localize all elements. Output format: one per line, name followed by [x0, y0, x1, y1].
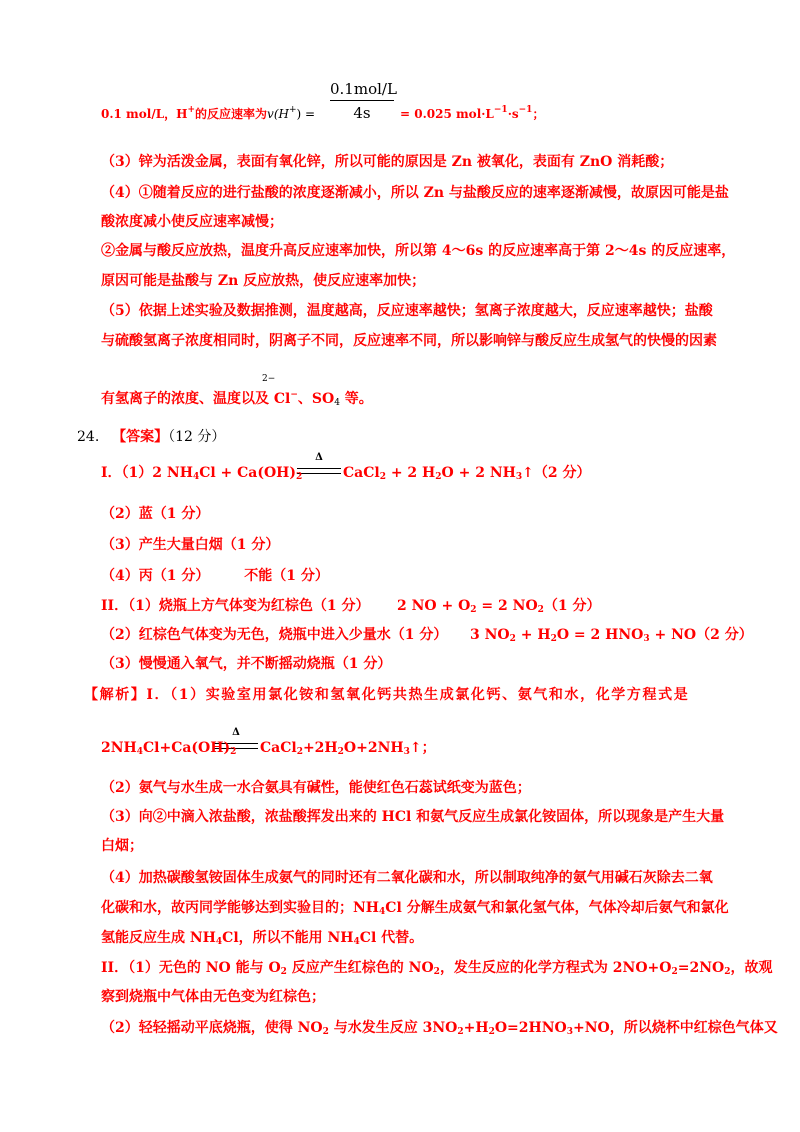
- q24-I1-equation: I．（1）2 $NH_4Cl + Ca(OH)_2$: [101, 465, 303, 482]
- analysis-II1-line1: II．（1）无色的 NO 能与 $O_2$ 反应产生红棕色的 $NO_2$，发生反应的化学方程式为 $2NO+O_2=2NO_2$，故观: [101, 960, 773, 977]
- fraction-numerator: 0.1mol/L: [330, 80, 397, 98]
- q24-I2: （2）蓝（1 分）: [101, 506, 210, 522]
- q24-header: 24. 【答案】（12 分）: [77, 429, 226, 445]
- rate-result: = 0.025 $mol\cdot L^{-1}\cdot s^{-1}$；: [400, 105, 545, 121]
- q23-part4-line3: ②金属与酸反应放热，温度升高反应速率加快，所以第 4～6s 的反应速率高于第 2～4s 的反应速率，: [101, 243, 736, 259]
- analysis-I3-line1: （3）向②中滴入浓盐酸，浓盐酸挥发出来的 HCl 和氨气反应生成氯化铵固体，所以现象是产生大量: [101, 809, 725, 825]
- q24-I3: （3）产生大量白烟（1 分）: [101, 537, 280, 553]
- delta-symbol-2: Δ: [232, 727, 240, 738]
- fraction-bar: [330, 100, 394, 101]
- q24-I1-products: CaCl$_2$ + 2 $H_2O + 2$ $NH_3↑(2$ 分）: [343, 465, 591, 482]
- sulfate-charge: 2−: [262, 374, 276, 384]
- q23-part4-line2: 酸浓度减小使反应速率减慢；: [101, 214, 283, 230]
- q24-II1-equation: 2 NO + $O_2 = 2$ $NO_2(1$ 分）: [397, 598, 601, 615]
- rate-fraction: [330, 80, 397, 122]
- delta-symbol: Δ: [315, 452, 323, 463]
- q23-part3: （3）锌为活泼金属，表面有氧化锌，所以可能的原因是 Zn 被氧化，表面有 ZnO 消耗酸；: [101, 154, 674, 170]
- q23-part5-line1: （5）依据上述实验及数据推测，温度越高，反应速率越快；氢离子浓度越大，反应速率越快；盐酸: [101, 303, 713, 319]
- q23-part5-line3: 有氢离子的浓度、温度以及 Cl−、SO4 等。: [101, 390, 373, 408]
- rate-line: 0.1 mol/L，H+的反应速率为v(H+) =: [101, 105, 316, 121]
- fraction-denominator: 4s: [353, 104, 371, 122]
- analysis-II2-line1: （2）轻轻摇动平底烧瓶，使得 $NO_2$ 与水发生反应 $3NO_2+H_2O=2HNO_3+NO$，所以烧杯中红棕色气体又: [101, 1020, 778, 1037]
- q23-part4-line4: 原因可能是盐酸与 Zn 反应放热，使反应速率加快；: [101, 273, 426, 289]
- q24-I4: （4）丙（1 分） 不能（1 分）: [101, 568, 329, 584]
- analysis-equation: $2NH_4Cl+Ca(OH)_2$: [101, 740, 237, 757]
- analysis-II1-line2: 察到烧瓶中气体由无色变为红棕色；: [101, 989, 325, 1005]
- heat-equals: [297, 468, 341, 474]
- q24-II3: （3）慢慢通入氧气，并不断摇动烧瓶（1 分）: [101, 656, 392, 672]
- analysis-I4-line1: （4）加热碳酸氢铵固体生成氨气的同时还有二氧化碳和水，所以制取纯净的氨气用碱石灰除去二氧: [101, 870, 713, 886]
- q24-II2-equation: 3 $NO_2 + H_2O = 2$ $HNO_3 + NO(2$ 分）: [470, 627, 753, 644]
- analysis-I2: （2）氨气与水生成一水合氨具有碱性，能使红色石蕊试纸变为蓝色；: [101, 780, 531, 796]
- analysis-equation-products: $CaCl_2+2H_2O+2NH_3↑$；: [260, 740, 436, 757]
- q24-II2: （2）红棕色气体变为无色，烧瓶中进入少量水（1 分）: [101, 627, 448, 643]
- analysis-I4-line2: 化碳和水，故丙同学能够达到实验目的；$NH_4Cl$ 分解生成氨气和氯化氢气体，气体冷却后氨气和氯化: [101, 900, 729, 917]
- q23-part5-line2: 与硫酸氢离子浓度相同时，阴离子不同，反应速率不同，所以影响锌与酸反应生成氢气的快慢的因素: [101, 333, 717, 349]
- analysis-I4-line3: 氢能反应生成 $NH_4Cl$，所以不能用 $NH_4Cl$ 代替。: [101, 930, 424, 947]
- q24-II1: II．（1）烧瓶上方气体变为红棕色（1 分）: [101, 598, 370, 614]
- analysis-I3-line2: 白烟；: [101, 838, 143, 854]
- analysis-I1: 【解析】I．（1）实验室用氯化铵和氢氧化钙共热生成氯化钙、氨气和水，化学方程式是: [84, 687, 690, 703]
- q23-part4-line1: （4）①随着反应的进行盐酸的浓度逐渐减小，所以 Zn 与盐酸反应的速率逐渐减慢，故原因可能是盐: [101, 185, 729, 201]
